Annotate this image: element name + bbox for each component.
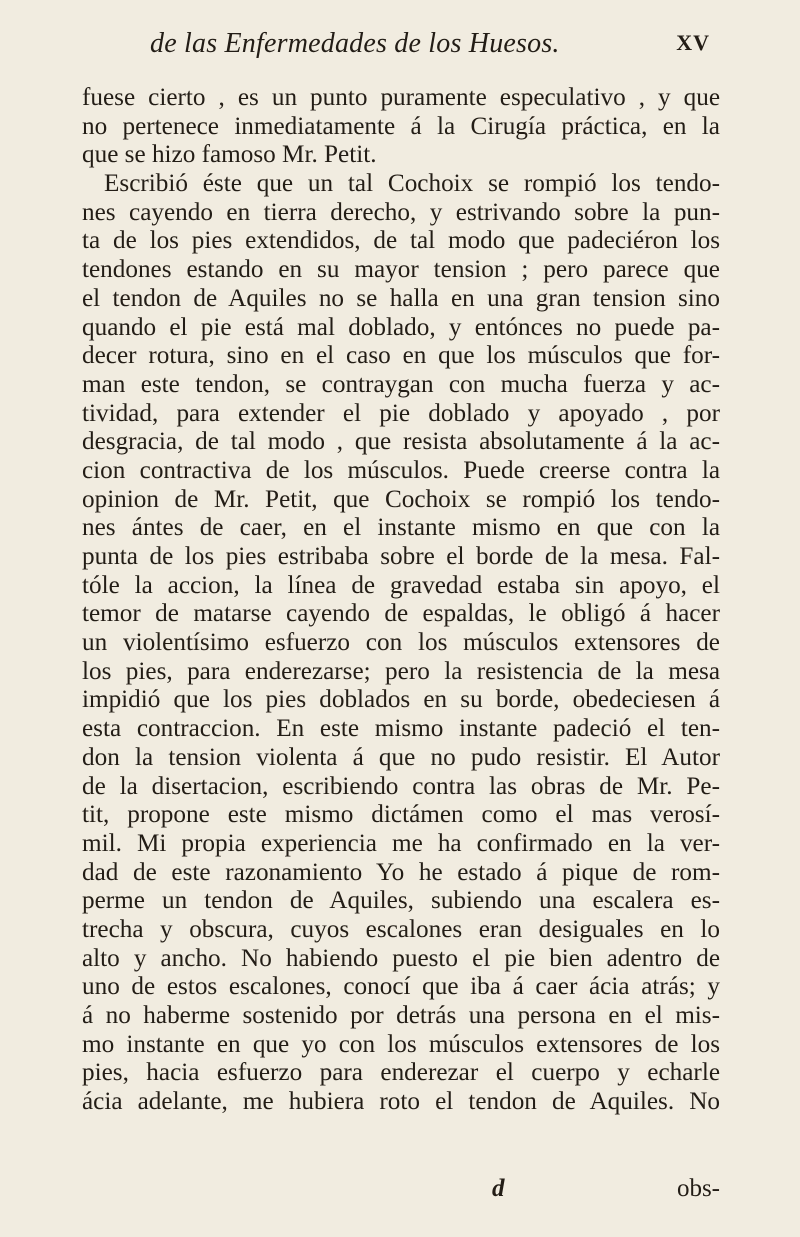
text-line: tividad, para extender el pie doblado y apoyado , por bbox=[82, 399, 720, 427]
text-line: mo instante en que yo con los músculos extensores de los bbox=[82, 1030, 720, 1058]
signature-mark: d bbox=[492, 1175, 505, 1202]
text-line: el tendon de Aquiles no se halla en una gran tension sino bbox=[82, 284, 720, 312]
text-line: no pertenece inmediatamente á la Cirugía práctica, en la bbox=[82, 112, 720, 140]
text-line: alto y ancho. No habiendo puesto el pie bien adentro de bbox=[82, 944, 720, 972]
page-number: XV bbox=[676, 30, 710, 55]
text-line: tóle la accion, la línea de gravedad estaba sin apoyo, el bbox=[82, 571, 720, 599]
text-line: mil. Mi propia experiencia me ha confirmado en la ver- bbox=[82, 829, 720, 857]
text-line: dad de este razonamiento Yo he estado á pique de rom- bbox=[82, 858, 720, 886]
text-line: ácia adelante, me hubiera roto el tendon de Aquiles. No bbox=[82, 1088, 720, 1116]
text-line: fuese cierto , es un punto puramente especulativo , y que bbox=[82, 84, 720, 111]
text-line: nes cayendo en tierra derecho, y estrivando sobre la pun- bbox=[82, 198, 720, 226]
text-line: Escribió éste que un tal Cochoix se rompió los tendo- bbox=[104, 170, 720, 198]
text-line: un violentísimo esfuerzo con los músculos extensores de bbox=[82, 629, 720, 657]
text-line: opinion de Mr. Petit, que Cochoix se rompió los tendo- bbox=[82, 485, 720, 513]
body-text bbox=[82, 84, 720, 1117]
text-line: trecha y obscura, cuyos escalones eran desiguales en lo bbox=[82, 915, 720, 943]
text-line: temor de matarse cayendo de espaldas, le obligó á hacer bbox=[82, 600, 720, 628]
text-line: perme un tendon de Aquiles, subiendo una escalera es- bbox=[82, 887, 720, 915]
text-line: de la disertacion, escribiendo contra las obras de Mr. Pe- bbox=[82, 772, 720, 800]
running-title: de las Enfermedades de los Huesos. bbox=[150, 28, 560, 59]
text-line: impidió que los pies doblados en su borde, obedeciesen á bbox=[82, 686, 720, 714]
text-line: ta de los pies extendidos, de tal modo que padeciéron los bbox=[82, 227, 720, 255]
text-line: punta de los pies estribaba sobre el borde de la mesa. Fal- bbox=[82, 543, 720, 570]
text-line: tendones estando en su mayor tension ; pero parece que bbox=[82, 256, 720, 284]
text-line: don la tension violenta á que no pudo resistir. El Autor bbox=[82, 743, 720, 771]
text-line: cion contractiva de los músculos. Puede creerse contra la bbox=[82, 456, 720, 484]
page-header bbox=[150, 28, 710, 68]
text-line: desgracia, de tal modo , que resista absolutamente á la ac- bbox=[82, 428, 720, 456]
text-line: man este tendon, se contraygan con mucha fuerza y ac- bbox=[82, 370, 720, 398]
text-line: uno de estos escalones, conocí que iba á caer ácia atrás; y bbox=[82, 973, 720, 1001]
catchword: obs- bbox=[676, 1175, 720, 1202]
text-line: á no haberme sostenido por detrás una persona en el mis- bbox=[82, 1002, 720, 1029]
text-line: decer rotura, sino en el caso en que los músculos que for- bbox=[82, 342, 720, 370]
text-line: nes ántes de caer, en el instante mismo en que con la bbox=[82, 514, 720, 542]
text-line: que se hizo famoso Mr. Petit. bbox=[82, 141, 377, 169]
text-line: pies, hacia esfuerzo para enderezar el cuerpo y echarle bbox=[82, 1059, 720, 1087]
text-line: quando el pie está mal doblado, y entónces no puede pa- bbox=[82, 313, 720, 341]
text-line: tit, propone este mismo dictámen como el mas verosí- bbox=[82, 801, 720, 829]
text-line: los pies, para enderezarse; pero la resistencia de la mesa bbox=[82, 657, 720, 685]
text-line: esta contraccion. En este mismo instante padeció el ten- bbox=[82, 715, 720, 743]
page-footer bbox=[82, 1175, 720, 1209]
